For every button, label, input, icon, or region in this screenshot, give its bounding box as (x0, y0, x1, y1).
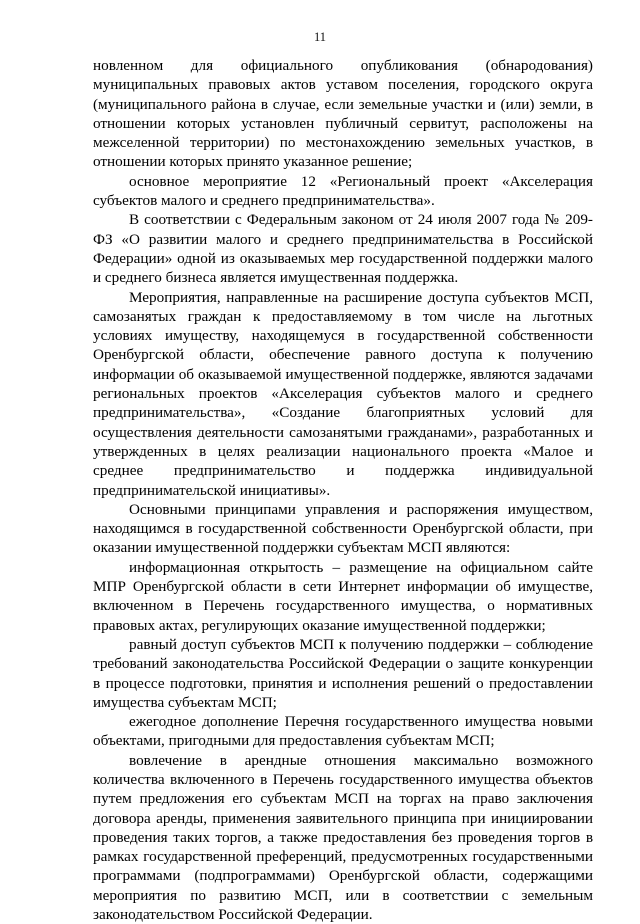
paragraph-main-activity-12: основное мероприятие 12 «Региональный проект «Акселерация субъектов малого и среднего предпринимательства». (93, 172, 593, 210)
document-body (93, 56, 593, 924)
paragraph-principle-openness: информационная открытость – размещение на официальном сайте МПР Оренбургской области в сети Интернет информации об имуществе, включенном в Перечень государственного имущества, о нормативных правовых актах, регулирующих оказание имущественной поддержки; (93, 558, 593, 634)
paragraph-principle-annual-update: ежегодное дополнение Перечня государственного имущества новыми объектами, пригодными для предоставления субъектам МСП; (93, 713, 593, 750)
paragraph-principles-intro: Основными принципами управления и распоряжения имуществом, находящимся в государственной собственности Оренбургской области, при оказании имущественной поддержки субъектам МСП являются: (93, 500, 593, 557)
paragraph-federal-law: В соответствии с Федеральным законом от 24 июля 2007 года № 209-ФЗ «О развитии малого и среднего предпринимательства в Российской Федерации» одной из оказываемых мер государственной поддержки малого и среднего бизнеса является имущественная поддержка. (93, 211, 593, 287)
paragraph-principle-lease-involvement: вовлечение в арендные отношения максимально возможного количества включенного в Перечень государственного имущества объектов путем предложения его субъектам МСП на торгах на право заключения договора аренды, применения заявительного принципа при инициировании проведения таких торгов, а также предоставления без проведения торгов в рамках государственной преференций, предусмотренных государственными программами (подпрограммами) Оренбургской области, содержащими мероприятия по развитию МСП, или в соответствии с земельным законодательством Российской Федерации. (93, 751, 593, 924)
page-number: 11 (313, 30, 327, 44)
paragraph-activities-goals: Мероприятия, направленные на расширение доступа субъектов МСП, самозанятых граждан к предоставляемому в том числе на льготных условиях имуществу, находящемуся в государственной собственности Оренбургской области, обеспечение равного доступа к получению информации об оказываемой имущественной поддержке, являются задачами региональных проектов «Акселерация субъектов малого и среднего предпринимательства», «Создание благоприятных условий для осуществления деятельности самозанятыми гражданами», разработанных и утвержденных в целях реализации национального проекта «Малое и среднее предпринимательство и поддержка индивидуальной предпринимательской инициативы». (93, 288, 593, 499)
paragraph-principle-equal-access: равный доступ субъектов МСП к получению поддержки – соблюдение требований законодательства Российской Федерации о защите конкуренции в процессе подготовки, принятия и исполнения решений о предоставлении имущества субъектам МСП; (93, 635, 593, 711)
paragraph-continuation: новленном для официального опубликования (обнародования) муниципальных правовых актов уставом поселения, городского округа (муниципального района в случае, если земельные участки и (или) земли, в отношении которых установлен публичный сервитут, расположены на межселенной территории) по местонахождению земельных участков, в отношении которых принято указанное решение; (93, 57, 593, 171)
